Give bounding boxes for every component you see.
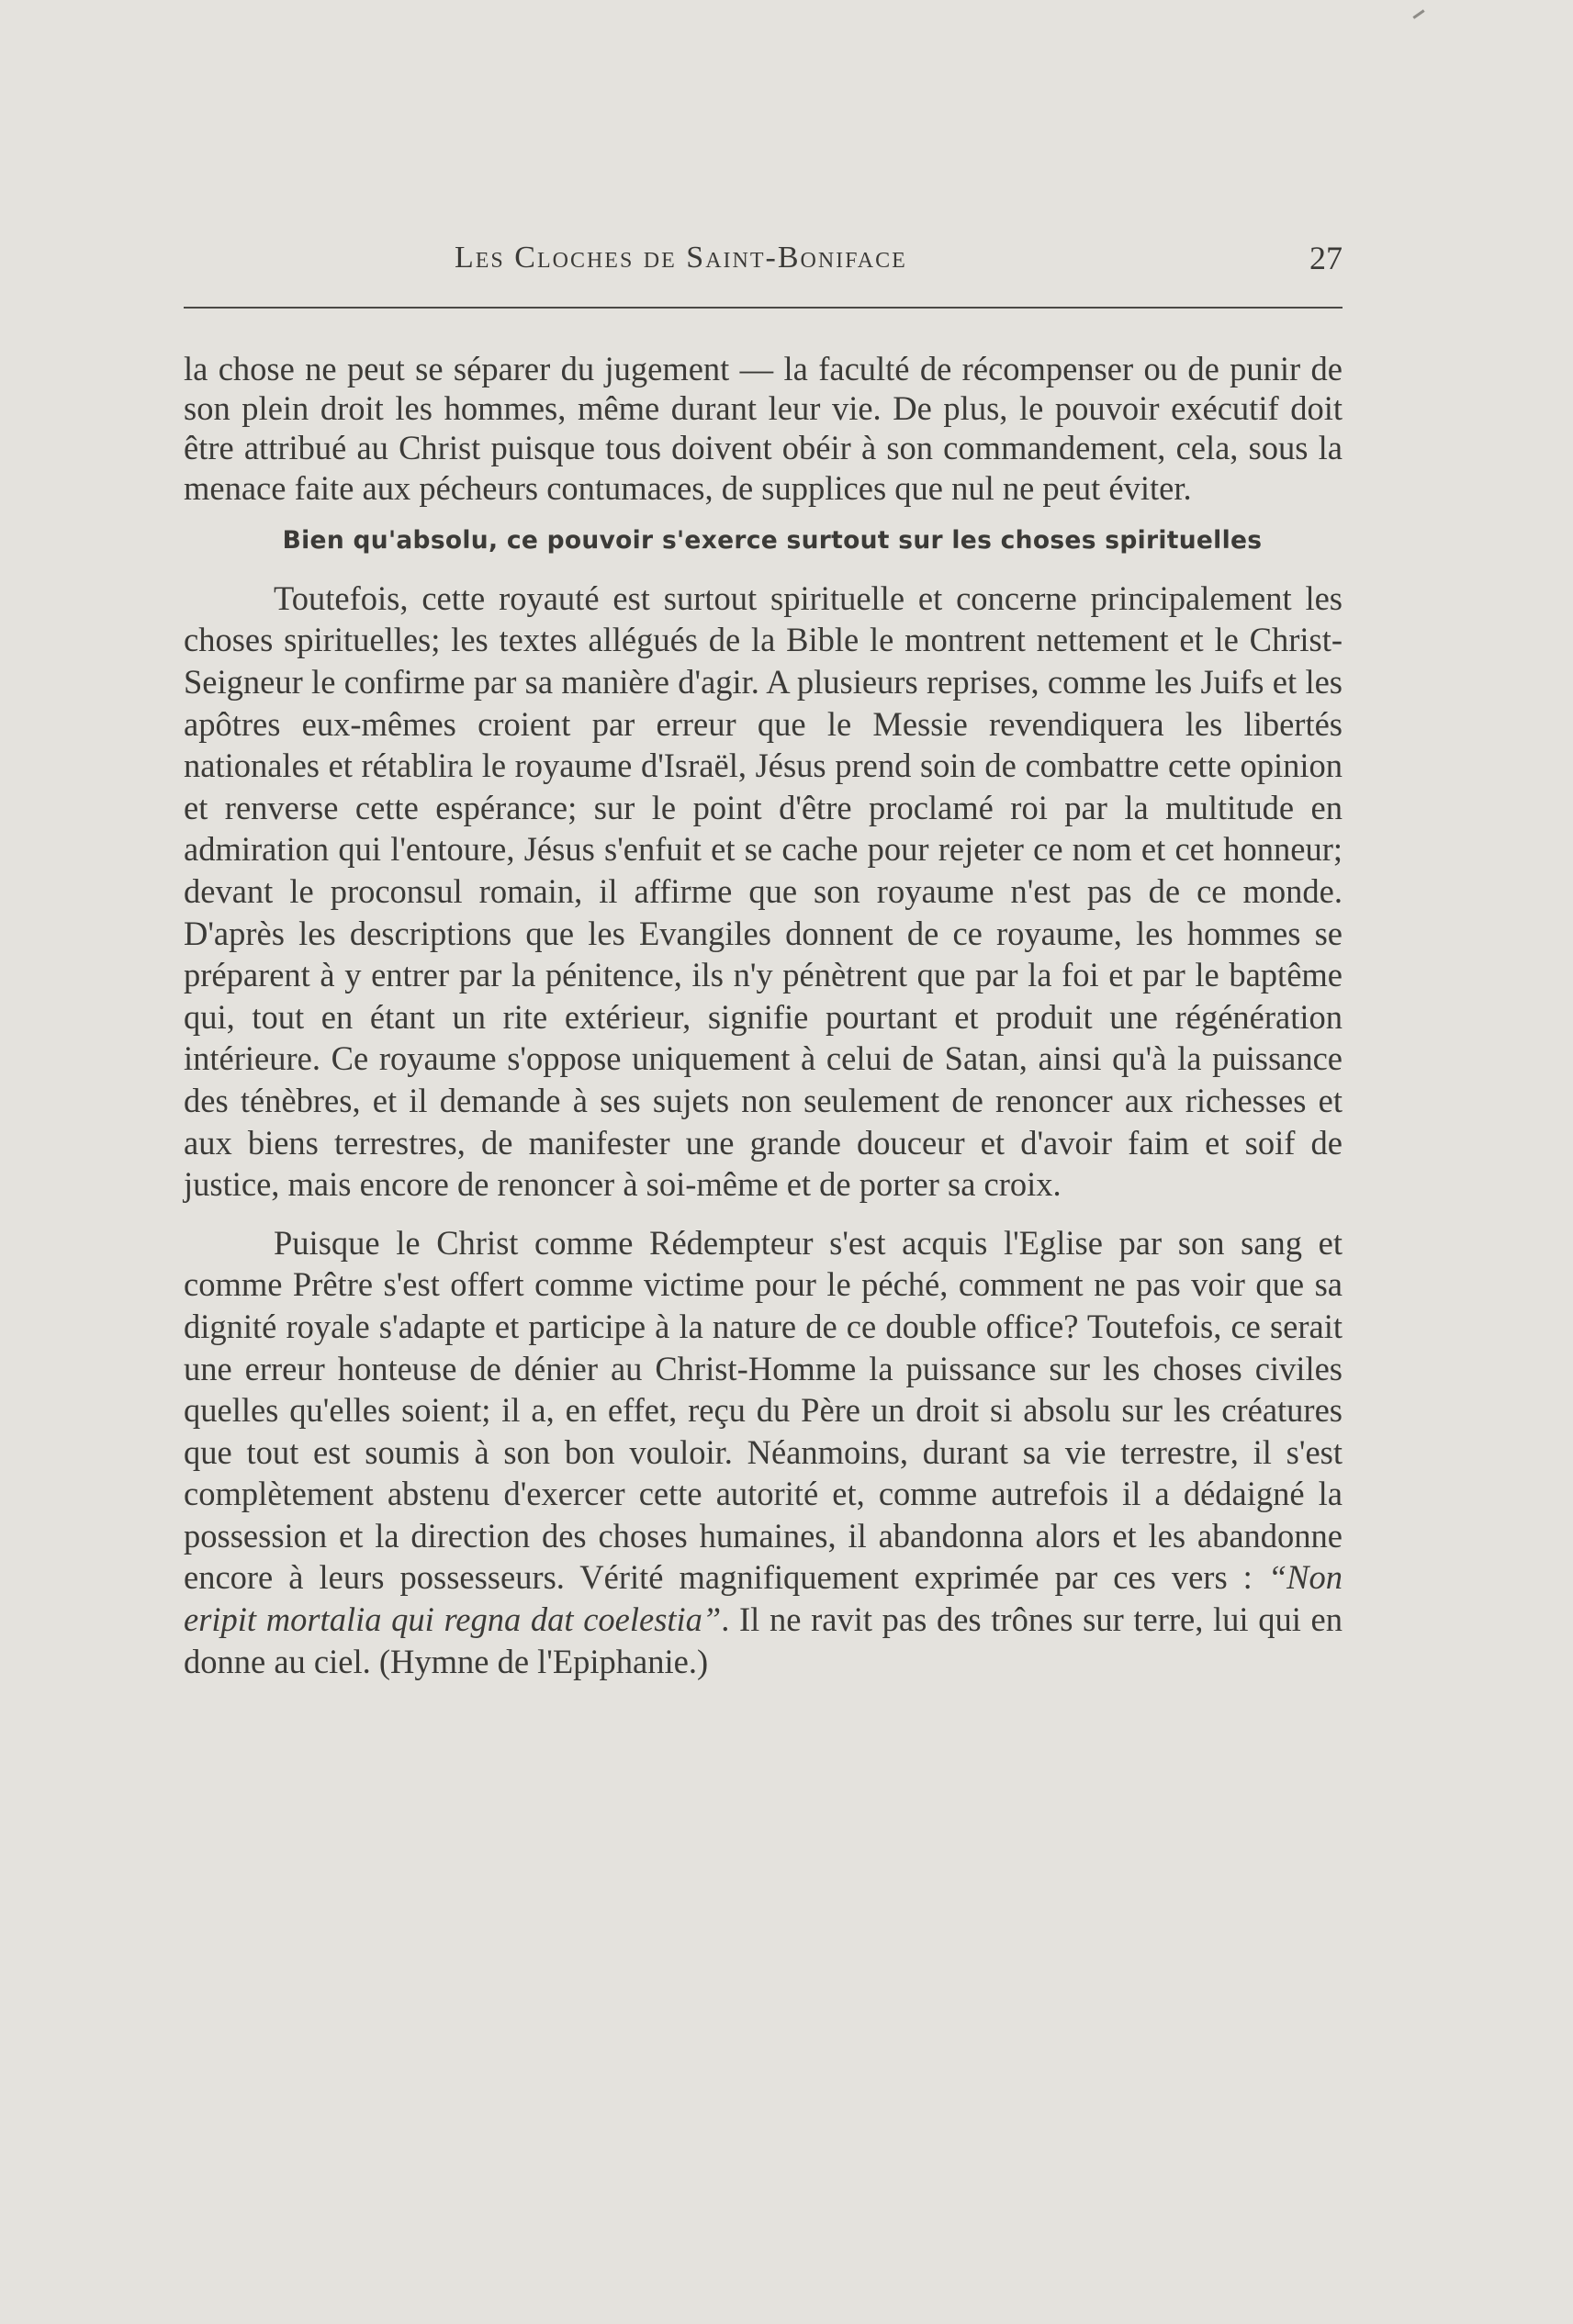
header-rule xyxy=(184,307,1343,309)
latin-quote: “Non eripit mortalia qui regna dat coelestia” xyxy=(184,1558,1343,1639)
paragraph-spiritual-kingship: Toutefois, cette royauté est surtout spirituelle et concerne principalement les choses spirituelles; les textes allégués de la Bible le montrent nettement et le Christ-Seigneur le confirme par sa manière d'agir. A plusieurs reprises, comme les Juifs et les apôtres eux-mêmes croient par erreur que le Messie revendiquera les libertés nationales et rétablira le royaume d'Israël, Jésus prend soin de combattre cette opinion et renverse cette espérance; sur le point d'être proclamé roi par la multitude en admiration qui l'entoure, Jésus s'enfuit et se cache pour rejeter ce nom et cet honneur; devant le proconsul romain, il affirme que son royaume n'est pas de ce monde. D'après les descriptions que les Evangiles donnent de ce royaume, les hommes se préparent à y entrer par la pénitence, ils n'y pénètrent que par la foi et par le baptême qui, tout en étant un rite extérieur, signifie pourtant et produit une régénération intérieure. Ce royaume s'oppose uniquement à celui de Satan, ainsi qu'à la puissance des ténèbres, et il demande à ses sujets non seulement de renoncer aux richesses et aux biens terrestres, de manifester une grande douceur et d'avoir faim et soif de justice, mais encore de renoncer à soi-même et de porter sa croix. xyxy=(184,578,1343,1204)
paragraph-redeemer-text: Puisque le Christ comme Rédempteur s'est acquis l'Eglise par son sang et comme Prêtre s'est offert comme victime pour le péché, comment ne pas voir que sa dignité royale s'adapte et participe à la nature de ce double office? Toutefois, ce serait une erreur honteuse de dénier au Christ-Homme la puissance sur les choses civiles quelles qu'elles soient; il a, en effet, reçu du Père un droit si absolu sur les créatures que tout est soumis à son bon vouloir. Néanmoins, durant sa vie terrestre, il s'est complètement abstenu d'exercer cette autorité et, comme autrefois il a dédaigné la possession et la direction des choses humaines, il abandonna alors et les abandonne encore à leurs possesseurs. Vérité magnifiquement exprimée par ces vers : xyxy=(184,1223,1343,1597)
page-number: 27 xyxy=(1309,240,1343,276)
body-text xyxy=(184,349,1343,1682)
margin-mark xyxy=(1412,9,1424,18)
page-header xyxy=(184,237,1343,279)
paragraph-redeemer-end: . Il ne ravit pas des trônes sur terre, lui qui en donne au ciel. (Hymne de l'Epiphanie.) xyxy=(184,1600,1343,1680)
running-title: Les Cloches de Saint-Boniface xyxy=(455,241,907,275)
paragraph-redeemer xyxy=(184,1222,1343,1683)
paragraph-continuation: la chose ne peut se séparer du jugement — la faculté de récompenser ou de punir de son plein droit les hommes, même durant leur vie. De plus, le pouvoir exécutif doit être attribué au Christ puisque tous doivent obéir à son commandement, cela, sous la menace faite aux pécheurs contumaces, de supplices que nul ne peut éviter. xyxy=(184,350,1343,507)
section-subheading: Bien qu'absolu, ce pouvoir s'exerce surtout sur les choses spirituelles xyxy=(282,525,1263,555)
